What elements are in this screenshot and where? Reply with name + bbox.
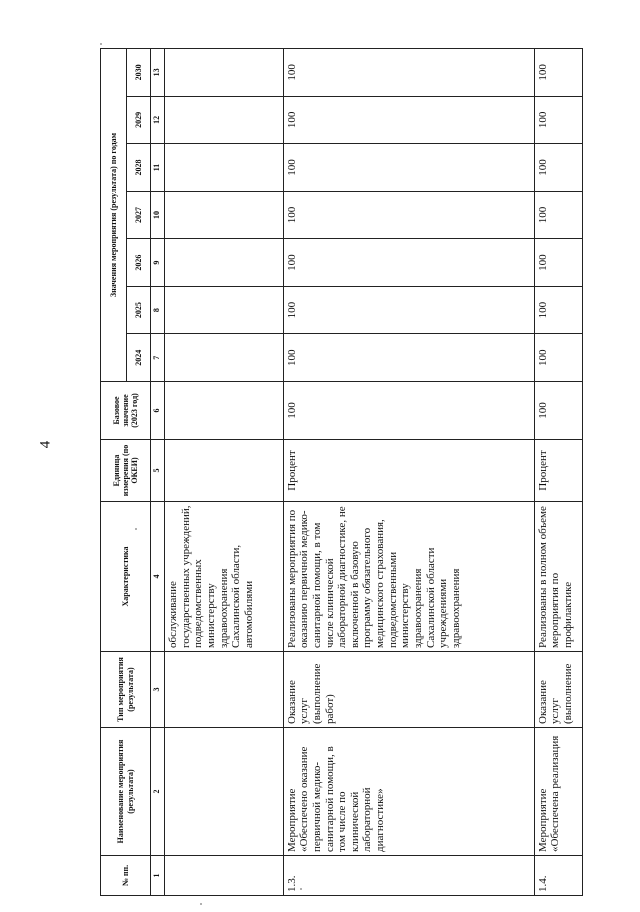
row-year-value [165, 191, 284, 239]
row-type [165, 652, 284, 728]
column-index: 6 [151, 382, 165, 440]
row-year-value: 100 [283, 334, 534, 382]
header-year: 2026 [127, 239, 151, 287]
row-unit [165, 440, 284, 502]
row-year-value: 100 [283, 49, 534, 97]
header-years-group: Значения мероприятия (результата) по годам [101, 49, 127, 382]
header-year: 2024 [127, 334, 151, 382]
row-year-value: 100 [283, 191, 534, 239]
header-year: 2030 [127, 49, 151, 97]
header-year: 2028 [127, 144, 151, 192]
header-name: Наименование мероприятия (результата) [101, 728, 151, 856]
column-index: 11 [151, 144, 165, 192]
header-type: Тип мероприятия (результата) [101, 652, 151, 728]
row-name: Мероприятие «Обеспечена реализация [534, 728, 582, 856]
row-type: Оказание услуг (выполнение работ) [283, 652, 534, 728]
row-year-value [165, 334, 284, 382]
row-year-value [165, 96, 284, 144]
row-year-value [165, 144, 284, 192]
header-year: 2027 [127, 191, 151, 239]
row-year-value [165, 49, 284, 97]
scan-speck [100, 43, 102, 45]
row-year-value: 100 [534, 191, 582, 239]
header-year: 2029 [127, 96, 151, 144]
scan-speck [300, 888, 302, 890]
column-index: 2 [151, 728, 165, 856]
row-year-value: 100 [534, 144, 582, 192]
scan-speck [135, 528, 137, 530]
row-year-value: 100 [283, 286, 534, 334]
column-index: 9 [151, 239, 165, 287]
row-name [165, 728, 284, 856]
row-year-value: 100 [534, 49, 582, 97]
column-index: 8 [151, 286, 165, 334]
header-num: № пп. [101, 856, 151, 896]
row-year-value [165, 286, 284, 334]
scan-speck [200, 903, 202, 905]
measures-table [100, 48, 583, 896]
row-base-value: 100 [534, 382, 582, 440]
row-characteristic: Реализованы мероприятия по оказанию первичной медико-санитарной помощи, в том числе клинической лабораторной диагностике, не включенной в базовую программу обязательного медицинского страхования, подведомственными министерству здравоохранения Сахалинской области учреждениями здравоохранения [283, 502, 534, 652]
column-index: 13 [151, 49, 165, 97]
row-year-value: 100 [283, 239, 534, 287]
row-year-value: 100 [534, 286, 582, 334]
row-year-value [165, 239, 284, 287]
column-index: 1 [151, 856, 165, 896]
page-number: 4 [37, 440, 54, 449]
row-number: 1.3. [283, 856, 534, 896]
column-index: 5 [151, 440, 165, 502]
row-characteristic: обслуживание государственных учреждений, подведомственных министерству здравоохранения Сахалинской области, автомобилями [165, 502, 284, 652]
row-base-value: 100 [283, 382, 534, 440]
row-year-value: 100 [534, 96, 582, 144]
column-index: 7 [151, 334, 165, 382]
column-index-row [151, 49, 165, 896]
column-index: 10 [151, 191, 165, 239]
row-type: Оказание услуг (выполнение [534, 652, 582, 728]
row-number: 1.4. [534, 856, 582, 896]
row-name: Мероприятие «Обеспечено оказание первичной медико-санитарной помощи, в том числе по клинической лабораторной диагностике» [283, 728, 534, 856]
row-characteristic: Реализованы в полном объеме мероприятия по профилактике [534, 502, 582, 652]
header-characteristic: Характеристика [101, 502, 151, 652]
rotated-table-sheet [100, 48, 583, 896]
header-unit: Единица измерения (по ОКЕИ) [101, 440, 151, 502]
row-unit: Процент [534, 440, 582, 502]
row-unit: Процент [283, 440, 534, 502]
row-year-value: 100 [534, 239, 582, 287]
row-number [165, 856, 284, 896]
row-year-value: 100 [283, 144, 534, 192]
column-index: 4 [151, 502, 165, 652]
header-year: 2025 [127, 286, 151, 334]
column-index: 12 [151, 96, 165, 144]
row-year-value: 100 [283, 96, 534, 144]
column-index: 3 [151, 652, 165, 728]
row-base-value [165, 382, 284, 440]
table-row [165, 49, 284, 896]
header-base-value: Базовое значение (2023 год) [101, 382, 151, 440]
table-row [534, 49, 582, 896]
table-row [283, 49, 534, 896]
row-year-value: 100 [534, 334, 582, 382]
